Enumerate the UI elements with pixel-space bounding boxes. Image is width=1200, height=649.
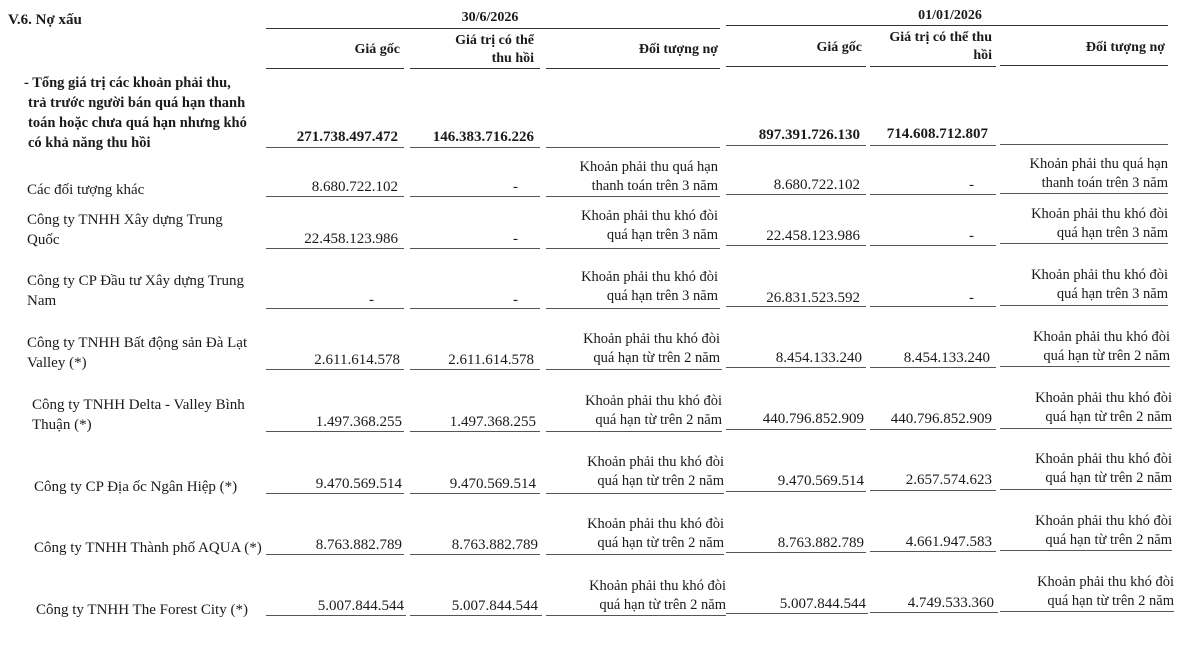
row-debtor-prior [1000,450,1172,488]
row-rule [546,431,722,432]
header-recoverable-current-line2: thu hồi [491,51,534,66]
total-rule [726,145,866,146]
row-cost-prior: 8.763.882.789 [777,535,864,551]
row-recoverable-prior: 4.749.533.360 [907,595,994,611]
row-debtor-prior-line1: Khoản phải thu khó đòi [1035,451,1172,467]
row-cost-current: - [369,292,374,308]
row-rule [546,369,722,370]
row-recoverable-current: 9.470.569.514 [449,476,536,492]
row-cost-current: 8.763.882.789 [315,537,402,553]
row-debtor-prior [1000,205,1168,243]
row-debtor-current-line2: quá hạn từ trên 2 năm [597,535,724,551]
row-rule [870,429,996,430]
row-rule [870,194,996,195]
row-rule [726,306,866,307]
period-current-rule [266,28,720,29]
row-rule [870,367,996,368]
row-recoverable-prior: - [969,228,974,244]
total-label-line4: có khả năng thu hồi [28,135,151,151]
row-debtor-current [546,268,718,306]
row-debtor-prior-line1: Khoản phải thu khó đòi [1031,206,1168,222]
total-recoverable-current: 146.383.716.226 [432,129,534,145]
row-debtor-prior-line1: Khoản phải thu khó đòi [1035,513,1172,529]
header-debtor-prior: Đối tượng nợ [1085,40,1165,55]
row-debtor-current-line1: Khoản phải thu khó đòi [583,331,720,347]
period-prior-label: 01/01/2026 [918,8,982,23]
row-debtor-current [546,392,722,430]
row-rule [870,612,998,613]
row-rule [266,493,404,494]
row-rule [410,431,540,432]
header-recoverable-current-line1: Giá trị có thể [455,33,534,48]
row-label-line2: Thuận (*) [32,417,92,433]
total-label-line3: toán hoặc chưa quá hạn nhưng khó [28,115,247,131]
row-debtor-prior-line1: Khoản phải thu khó đòi [1031,267,1168,283]
row-debtor-prior [1000,266,1168,304]
total-label-line2: trả trước người bán quá hạn thanh [28,95,246,111]
row-rule [266,431,404,432]
header-recoverable-prior [868,29,992,65]
row-rule [1000,243,1168,244]
row-recoverable-prior: 440.796.852.909 [890,411,992,427]
row-label-line1: Công ty TNHH Bất động sản Đà Lạt [27,335,248,351]
row-recoverable-prior: 2.657.574.623 [905,472,992,488]
row-label [32,395,267,435]
row-label [27,333,262,373]
row-rule [410,554,540,555]
total-rule [410,147,540,148]
row-debtor-prior-line2: quá hạn trên 3 năm [1056,225,1168,241]
row-debtor-prior-line1: Khoản phải thu khó đòi [1037,574,1174,590]
total-rule [870,145,996,146]
header-rule [1000,65,1168,66]
row-debtor-prior [1000,512,1172,550]
row-rule [410,196,540,197]
row-rule [726,245,866,246]
row-label-line2: Công ty CP Địa ốc Ngân Hiệp (*) [34,479,238,495]
row-cost-current: 5.007.844.544 [317,598,404,614]
header-recoverable-prior-line1: Giá trị có thể thu [889,30,992,45]
row-label-line1 [34,457,274,477]
row-debtor-current-line2: quá hạn từ trên 2 năm [599,597,726,613]
row-debtor-prior-line2: quá hạn trên 3 năm [1056,286,1168,302]
row-rule [266,554,404,555]
row-debtor-current [546,577,726,615]
row-rule [726,552,866,553]
row-cost-current: 2.611.614.578 [314,352,400,368]
row-rule [266,196,404,197]
row-label-line1: Công ty TNHH Xây dựng Trung [27,212,223,228]
row-debtor-current-line1: Khoản phải thu khó đòi [587,516,724,532]
row-debtor-current-line2: quá hạn từ trên 2 năm [597,473,724,489]
row-rule [870,490,996,491]
row-debtor-current-line1: Khoản phải thu khó đòi [585,393,722,409]
row-rule [726,613,868,614]
row-label [36,580,276,620]
row-label-line2: Công ty TNHH The Forest City (*) [36,602,248,618]
total-recoverable-prior: 714.608.712.807 [886,126,988,142]
row-recoverable-current: 8.763.882.789 [451,537,538,553]
row-debtor-current-line2: quá hạn từ trên 2 năm [593,350,720,366]
row-debtor-current-line1: Khoản phải thu khó đòi [587,454,724,470]
row-label-line1 [27,160,262,180]
header-rule [870,66,996,67]
header-rule [266,68,404,69]
header-recoverable-prior-line2: hồi [973,48,992,63]
header-cost-current: Giá gốc [354,42,400,57]
row-label [34,457,274,497]
row-recoverable-current: 2.611.614.578 [448,352,534,368]
row-label-line1 [36,580,276,600]
total-rule [546,147,720,148]
row-debtor-current-line2: thanh toán trên 3 năm [591,178,718,194]
total-label-line1: - Tổng giá trị các khoản phải thu, [24,75,231,91]
row-rule [870,245,996,246]
row-cost-current: 8.680.722.102 [311,179,398,195]
row-rule [726,367,866,368]
row-rule [546,308,720,309]
total-label [24,73,264,153]
row-cost-current: 22.458.123.986 [304,231,398,247]
row-recoverable-current: - [513,231,518,247]
header-cost-prior: Giá gốc [816,40,862,55]
row-debtor-prior-line2: quá hạn từ trên 2 năm [1043,348,1170,364]
row-debtor-current-line2: quá hạn từ trên 2 năm [595,412,722,428]
row-recoverable-prior: 8.454.133.240 [903,350,990,366]
row-cost-prior: 8.680.722.102 [773,177,860,193]
row-debtor-prior-line2: quá hạn từ trên 2 năm [1045,470,1172,486]
row-recoverable-current: 5.007.844.544 [451,598,538,614]
row-debtor-current [546,515,724,553]
row-rule [546,554,724,555]
row-recoverable-current: 1.497.368.255 [449,414,536,430]
row-label [27,210,262,250]
row-debtor-prior [1000,573,1174,611]
header-recoverable-current [410,32,534,68]
row-rule [546,615,726,616]
row-rule [410,493,540,494]
row-rule [546,196,720,197]
row-label-line1 [34,518,274,538]
row-debtor-current [546,330,720,368]
row-cost-prior: 8.454.133.240 [775,350,862,366]
row-debtor-current-line1: Khoản phải thu khó đòi [589,578,726,594]
row-rule [1000,550,1172,551]
row-cost-current: 1.497.368.255 [315,414,402,430]
row-label-line2: Quốc [27,232,60,248]
row-rule [870,551,996,552]
row-label-line2: Nam [27,293,57,309]
period-prior-rule [726,25,1168,26]
row-recoverable-prior: - [969,290,974,306]
row-rule [726,429,866,430]
row-recoverable-current: - [513,292,518,308]
total-rule [266,147,404,148]
row-recoverable-current: - [513,179,518,195]
row-label [34,518,274,558]
row-debtor-prior-line2: quá hạn từ trên 2 năm [1045,532,1172,548]
total-cost-current: 271.738.497.472 [296,129,398,145]
row-label-line2: Valley (*) [27,355,87,371]
row-debtor-prior [1000,389,1172,427]
row-cost-prior: 440.796.852.909 [762,411,864,427]
row-debtor-current-line2: quá hạn trên 3 năm [606,227,718,243]
row-debtor-current [546,158,718,196]
row-debtor-prior-line2: quá hạn từ trên 2 năm [1047,593,1174,609]
row-debtor-prior-line1: Khoản phải thu quá hạn [1029,156,1168,172]
row-rule [1000,305,1168,306]
row-rule [870,306,996,307]
total-cost-prior: 897.391.726.130 [758,127,860,143]
row-debtor-prior-line1: Khoản phải thu khó đòi [1033,329,1170,345]
row-label-line2: Công ty TNHH Thành phố AQUA (*) [34,540,262,556]
row-rule [1000,193,1168,194]
row-rule [726,491,866,492]
row-rule [1000,428,1172,429]
row-debtor-current-line1: Khoản phải thu khó đòi [581,269,718,285]
row-rule [546,493,724,494]
row-debtor-prior-line2: thanh toán trên 3 năm [1041,175,1168,191]
row-cost-prior: 5.007.844.544 [779,596,866,612]
row-label [27,160,262,200]
row-rule [266,369,404,370]
row-debtor-current-line1: Khoản phải thu quá hạn [579,159,718,175]
row-rule [410,248,540,249]
row-debtor-prior-line1: Khoản phải thu khó đòi [1035,390,1172,406]
row-label-line1: Công ty CP Đầu tư Xây dựng Trung [27,273,244,289]
row-label [27,271,262,311]
row-rule [1000,366,1170,367]
row-rule [410,615,542,616]
row-debtor-current-line2: quá hạn trên 3 năm [606,288,718,304]
row-cost-prior: 22.458.123.986 [766,228,860,244]
row-rule [726,194,866,195]
row-rule [266,615,406,616]
row-label-line1: Công ty TNHH Delta - Valley Bình [32,397,245,413]
row-rule [1000,489,1172,490]
section-title: V.6. Nợ xấu [8,12,82,28]
row-debtor-current [546,207,718,245]
row-rule [266,248,404,249]
row-debtor-prior-line2: quá hạn từ trên 2 năm [1045,409,1172,425]
row-recoverable-prior: - [969,177,974,193]
header-rule [546,68,720,69]
row-debtor-prior [1000,328,1170,366]
row-rule [410,369,540,370]
row-cost-current: 9.470.569.514 [315,476,402,492]
row-rule [266,308,404,309]
header-debtor-current: Đối tượng nợ [638,42,718,57]
row-label-line2: Các đối tượng khác [27,182,145,198]
row-cost-prior: 9.470.569.514 [777,473,864,489]
row-debtor-current-line1: Khoản phải thu khó đòi [581,208,718,224]
row-cost-prior: 26.831.523.592 [766,290,860,306]
row-rule [1000,611,1174,612]
total-rule [1000,144,1168,145]
row-recoverable-prior: 4.661.947.583 [905,534,992,550]
row-debtor-current [546,453,724,491]
header-rule [410,68,540,69]
period-current-label: 30/6/2026 [461,10,519,25]
row-rule [546,248,720,249]
row-debtor-prior [1000,155,1168,193]
row-rule [410,308,540,309]
header-rule [726,66,866,67]
